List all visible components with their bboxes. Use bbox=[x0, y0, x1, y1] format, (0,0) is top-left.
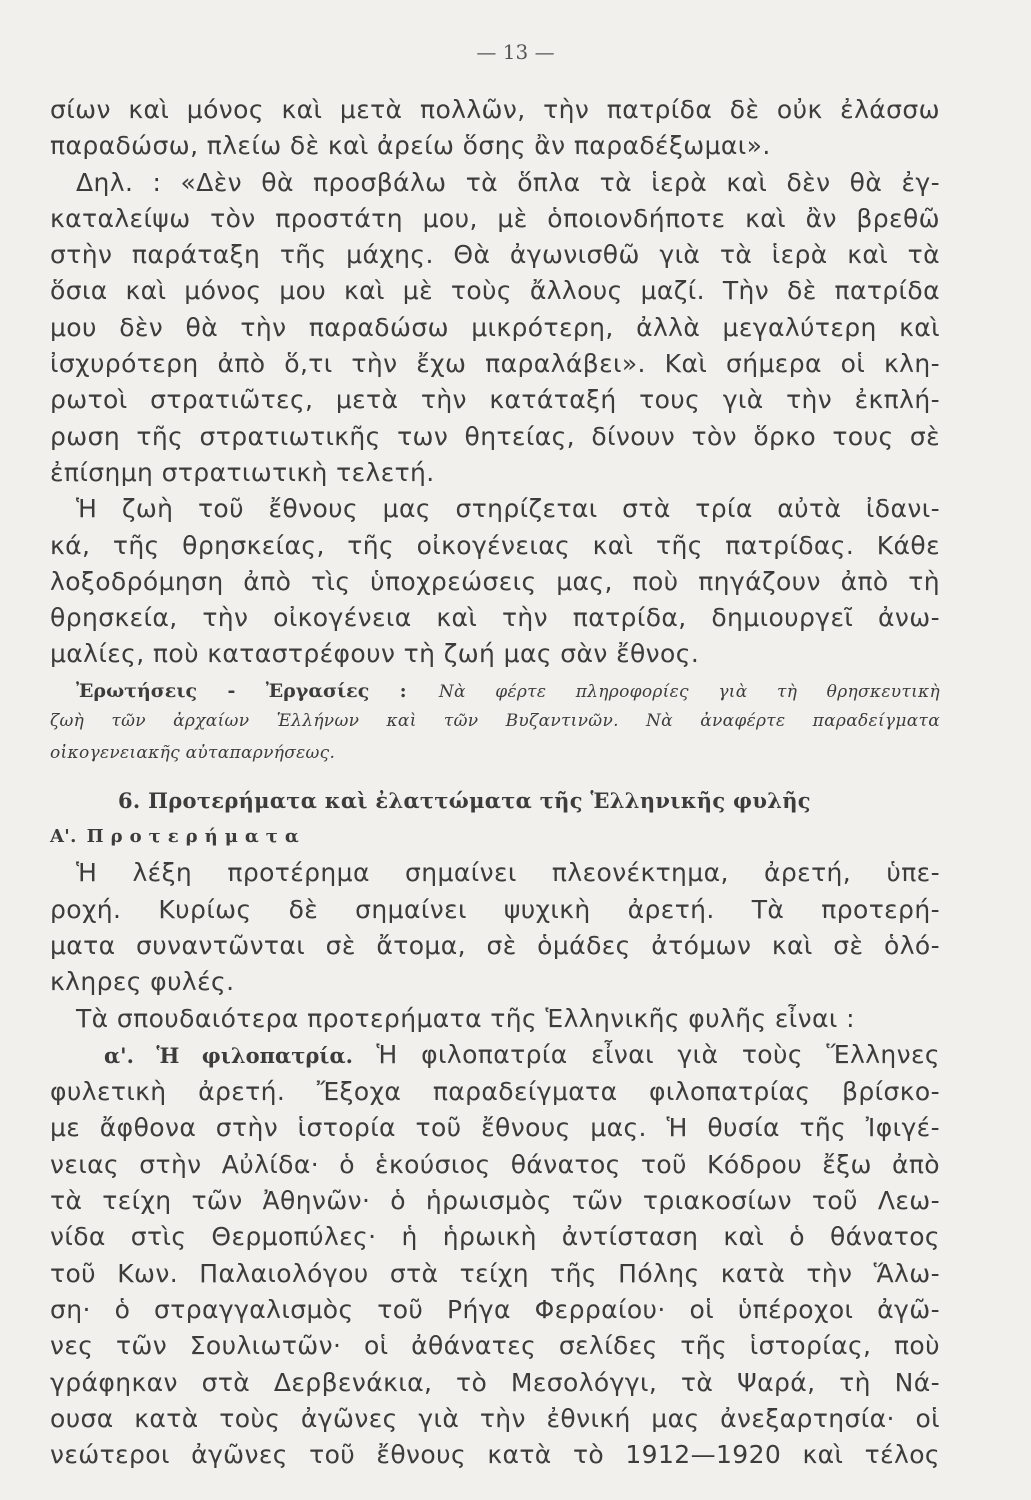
text-line: τοῦ Κων. Παλαιολόγου στὰ τείχη τῆς Πόλης κατὰ τὴν Ἅλω- bbox=[50, 1258, 940, 1288]
text-line: στὴν παράταξη τῆς μάχης. Θὰ ἀγωνισθῶ γιὰ τὰ ἱερὰ καὶ τὰ bbox=[50, 240, 940, 270]
text-line: ση· ὁ στραγγαλισμὸς τοῦ Ρήγα Φερραίου· οἱ ὑπέροχοι ἀγῶ- bbox=[50, 1294, 940, 1324]
questions-text: Νὰ φέρτε πληροφορίες γιὰ τὴ θρησκευτικὴ bbox=[438, 681, 940, 702]
page-text bbox=[50, 92, 940, 1473]
text-line: κά, τῆς θρησκείας, τῆς οἰκογένειας καὶ τῆς πατρίδας. Κάθε bbox=[50, 530, 940, 560]
text-line: Δηλ. : «Δὲν θὰ προσβάλω τὰ ὅπλα τὰ ἱερὰ καὶ δὲν θὰ ἐγ- bbox=[76, 167, 940, 197]
text-line: νειας στὴν Αὐλίδα· ὁ ἑκούσιος θάνατος τοῦ Κόδρου ἔξω ἀπὸ bbox=[50, 1149, 940, 1179]
text-line: ροχή. Κυρίως δὲ σημαίνει ψυχικὴ ἀρετή. Τὰ προτερή- bbox=[50, 894, 940, 924]
text-line: Τὰ σπουδαιότερα προτερήματα τῆς Ἑλληνικῆς φυλῆς εἶναι : bbox=[76, 1003, 855, 1033]
text-line: νες τῶν Σουλιωτῶν· οἱ ἀθάνατες σελίδες τῆς ἱστορίας, ποὺ bbox=[50, 1331, 940, 1361]
text-line: τὰ τείχη τῶν Ἀθηνῶν· ὁ ἡρωισμὸς τῶν τριακοσίων τοῦ Λεω- bbox=[50, 1186, 940, 1216]
text-line: φυλετικὴ ἀρετή. Ἔξοχα παραδείγματα φιλοπατρίας βρίσκο- bbox=[50, 1077, 940, 1107]
item-label: α'. Ἡ φιλοπατρία. bbox=[104, 1042, 353, 1068]
text-line: νεώτεροι ἀγῶνες τοῦ ἔθνους κατὰ τὸ 1912—1920 καὶ τέλος bbox=[50, 1440, 940, 1470]
text-line: καταλείψω τὸν προστάτη μου, μὲ ὁποιονδήποτε καὶ ἂν βρεθῶ bbox=[50, 203, 940, 233]
questions-line bbox=[50, 673, 940, 705]
text-line: κληρες φυλές. bbox=[50, 967, 235, 997]
text-line: ρωτοὶ στρατιῶτες, μετὰ τὴν κατάταξή τους γιὰ τὴν ἐκπλή- bbox=[50, 385, 940, 415]
questions-label: Ἐρωτήσεις - Ἐργασίες : bbox=[76, 679, 407, 702]
text-line: ουσα κατὰ τοὺς ἀγῶνες γιὰ τὴν ἐθνική μας ἀνεξαρτησία· οἱ bbox=[50, 1403, 940, 1433]
page-number: — 13 — bbox=[476, 40, 555, 64]
subheading-title: Προτερήματα bbox=[86, 826, 306, 848]
text-line: μου δὲν θὰ τὴν παραδώσω μικρότερη, ἀλλὰ μεγαλύτερη καὶ bbox=[50, 312, 940, 342]
subheading-prefix: Α'. bbox=[50, 826, 77, 848]
text-line: παραδώσω, πλείω δὲ καὶ ἀρείω ὅσης ἂν παραδέξωμαι». bbox=[50, 131, 771, 161]
text-line: ματα συναντῶνται σὲ ἄτομα, σὲ ὁμάδες ἀτόμων καὶ σὲ ὁλό- bbox=[50, 930, 940, 960]
questions-line: ζωὴ τῶν ἀρχαίων Ἑλλήνων καὶ τῶν Βυζαντινῶν. Νὰ ἀναφέρτε παραδείγματα bbox=[50, 710, 940, 731]
item-text: Ἡ φιλοπατρία εἶναι γιὰ τοὺς Ἕλληνες bbox=[376, 1039, 940, 1069]
text-line: γράφηκαν στὰ Δερβενάκια, τὸ Μεσολόγγι, τὰ Ψαρά, τὴ Νά- bbox=[50, 1367, 940, 1397]
text-line: με ἄφθονα στὴν ἱστορία τοῦ ἔθνους μας. Ἡ θυσία τῆς Ἰφιγέ- bbox=[50, 1113, 940, 1143]
text-line: ὅσια καὶ μόνος μου καὶ μὲ τοὺς ἄλλους μαζί. Τὴν δὲ πατρίδα bbox=[50, 276, 940, 306]
text-line: λοξοδρόμηση ἀπὸ τὶς ὑποχρεώσεις μας, ποὺ πηγάζουν ἀπὸ τὴ bbox=[50, 566, 940, 596]
text-line: νίδα στὶς Θερμοπύλες· ἡ ἡρωικὴ ἀντίσταση καὶ ὁ θάνατος bbox=[50, 1222, 940, 1252]
text-line: θρησκεία, τὴν οἰκογένεια καὶ τὴν πατρίδα, δημιουργεῖ ἀνω- bbox=[50, 603, 940, 633]
text-line: ἐπίσημη στρατιωτικὴ τελετή. bbox=[50, 457, 435, 487]
text-line: σίων καὶ μόνος καὶ μετὰ πολλῶν, τὴν πατρίδα δὲ οὐκ ἐλάσσω bbox=[50, 95, 940, 124]
section-subheading bbox=[50, 819, 940, 855]
text-line: Ἡ ζωὴ τοῦ ἔθνους μας στηρίζεται στὰ τρία αὐτὰ ἰδανι- bbox=[76, 494, 940, 524]
text-line: Ἡ λέξη προτέρημα σημαίνει πλεονέκτημα, ἀρετή, ὑπε- bbox=[76, 858, 940, 888]
text-line: ρωση τῆς στρατιωτικῆς των θητείας, δίνουν τὸν ὅρκο τους σὲ bbox=[50, 421, 940, 451]
text-line: ἰσχυρότερη ἀπὸ ὅ,τι τὴν ἔχω παραλάβει». Καὶ σήμερα οἱ κλη- bbox=[50, 349, 940, 379]
text-line bbox=[50, 1037, 940, 1074]
text-line: μαλίες, ποὺ καταστρέφουν τὴ ζωή μας σὰν ἔθνος. bbox=[50, 639, 700, 669]
section-heading: 6. Προτερήματα καὶ ἐλαττώματα τῆς Ἑλληνικῆς φυλῆς bbox=[118, 787, 811, 813]
questions-line: οἰκογενειακῆς αὐταπαρνήσεως. bbox=[50, 742, 336, 763]
